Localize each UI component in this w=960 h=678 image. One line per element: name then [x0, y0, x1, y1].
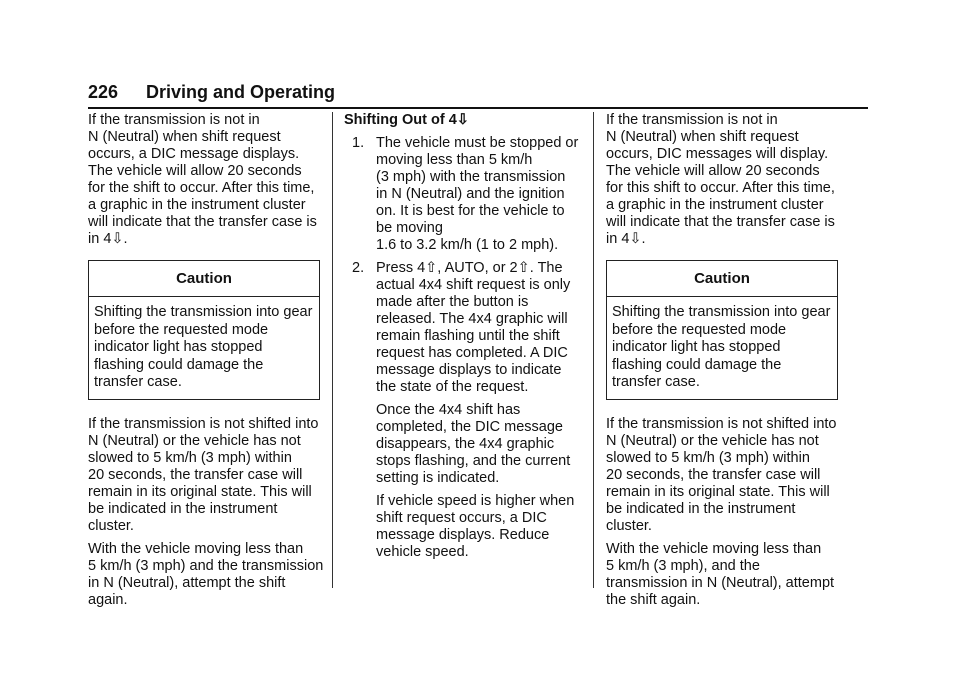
text-line: actual 4x4 shift request is only: [376, 277, 571, 293]
text-line: for this shift to occur. After this time,: [606, 180, 835, 196]
paragraph: [88, 112, 324, 248]
text-line: in N (Neutral), attempt the shift: [88, 574, 286, 591]
column-3: [606, 112, 842, 615]
text-line: The vehicle must be stopped or: [376, 135, 579, 151]
text-line: (3 mph) with the transmission: [376, 169, 566, 185]
text-line: indicator light has stopped: [94, 339, 263, 355]
text-line: the shift again.: [606, 591, 701, 608]
caution-text: [89, 297, 319, 399]
list-text: [376, 135, 584, 254]
text-line: If the transmission is not shifted into: [606, 415, 837, 432]
page-header: [88, 82, 868, 106]
paragraph: [606, 416, 842, 535]
text-line: flashing could damage the: [612, 356, 782, 373]
text-line: be moving: [376, 220, 443, 236]
text-line: transfer case.: [612, 374, 700, 390]
text-line: a graphic in the instrument cluster: [606, 197, 824, 213]
column-1: [88, 112, 324, 615]
list-item: [344, 260, 584, 396]
caution-title: Caution: [89, 261, 319, 297]
text-line: The vehicle will allow 20 seconds: [606, 163, 820, 179]
text-line: disappears, the 4x4 graphic: [376, 436, 555, 452]
caution-text: [607, 297, 837, 399]
text-line: Shifting the transmission into gear: [94, 304, 313, 320]
text-line: shift request occurs, a DIC: [376, 510, 547, 526]
column-divider: [593, 112, 594, 588]
text-line: slowed to 5 km/h (3 mph) within: [606, 449, 810, 466]
text-line: setting is indicated.: [376, 470, 500, 486]
text-line: be indicated in the instrument: [88, 500, 278, 517]
text-line: occurs, a DIC message displays.: [88, 146, 300, 162]
text-line: vehicle speed.: [376, 544, 469, 560]
text-line: N (Neutral) or the vehicle has not: [88, 432, 301, 449]
indented-paragraph: [344, 493, 584, 561]
caution-box: [88, 260, 320, 400]
text-line: slowed to 5 km/h (3 mph) within: [88, 449, 292, 466]
subsection-heading: Shifting Out of 4⇩: [344, 112, 469, 128]
text-line: N (Neutral) when shift request: [88, 129, 281, 145]
text-line: released. The 4x4 graphic will: [376, 311, 568, 327]
text-line: in 4⇩.: [88, 231, 128, 247]
text-line: be indicated in the instrument: [606, 500, 796, 517]
paragraph: [606, 541, 842, 609]
section-title: Driving and Operating: [146, 82, 336, 102]
text-line: before the requested mode: [612, 321, 787, 338]
text-line: 5 km/h (3 mph) and the transmission: [88, 557, 324, 574]
paragraph: [606, 112, 842, 248]
text-line: The vehicle will allow 20 seconds: [88, 163, 302, 179]
list-number: 2.: [352, 260, 365, 276]
text-line: cluster.: [606, 517, 652, 534]
text-line: With the vehicle moving less than: [88, 540, 304, 557]
text-line: the state of the request.: [376, 379, 529, 395]
text-line: If the transmission is not shifted into: [88, 415, 319, 432]
text-line: request has completed. A DIC: [376, 345, 568, 361]
text-line: a graphic in the instrument cluster: [88, 197, 306, 213]
indented-paragraph: [344, 402, 584, 487]
text-line: transfer case.: [94, 374, 182, 390]
text-line: If vehicle speed is higher when: [376, 493, 575, 509]
text-line: completed, the DIC message: [376, 419, 563, 435]
text-line: occurs, DIC messages will display.: [606, 146, 829, 162]
text-line: 1.6 to 3.2 km/h (1 to 2 mph).: [376, 237, 559, 253]
text-line: message displays. Reduce: [376, 527, 550, 543]
text-line: flashing could damage the: [94, 356, 264, 373]
text-line: transmission in N (Neutral), attempt: [606, 574, 835, 591]
caution-title: Caution: [607, 261, 837, 297]
header-rule: [88, 107, 868, 109]
text-line: If the transmission is not in: [88, 112, 260, 128]
list-number: 1.: [352, 135, 365, 151]
text-line: 20 seconds, the transfer case will: [606, 466, 821, 483]
text-line: indicator light has stopped: [612, 339, 781, 355]
column-2: [344, 112, 584, 567]
paragraph: [88, 541, 324, 609]
text-line: before the requested mode: [94, 321, 269, 338]
text-line: in 4⇩.: [606, 231, 646, 247]
text-line: remain in its original state. This will: [606, 483, 830, 500]
text-line: If the transmission is not in: [606, 112, 778, 128]
text-line: will indicate that the transfer case is: [88, 214, 317, 230]
text-line: Shifting the transmission into gear: [612, 304, 831, 320]
column-divider: [332, 112, 333, 588]
text-line: Once the 4x4 shift has: [376, 402, 521, 418]
text-line: message displays to indicate: [376, 362, 562, 378]
list-text: [376, 260, 584, 396]
text-line: on. It is best for the vehicle to: [376, 203, 565, 219]
page-number: 226: [88, 82, 119, 102]
list-item: [344, 135, 584, 254]
text-line: stops flashing, and the current: [376, 453, 571, 469]
text-line: N (Neutral) or the vehicle has not: [606, 432, 819, 449]
paragraph: [88, 416, 324, 535]
text-line: 5 km/h (3 mph), and the: [606, 557, 760, 574]
text-line: With the vehicle moving less than: [606, 540, 822, 557]
text-line: remain flashing until the shift: [376, 328, 560, 344]
text-line: cluster.: [88, 517, 134, 534]
text-line: N (Neutral) when shift request: [606, 129, 799, 145]
text-line: in N (Neutral) and the ignition: [376, 186, 565, 202]
text-line: moving less than 5 km/h: [376, 152, 533, 168]
text-line: for the shift to occur. After this time,: [88, 180, 315, 196]
text-line: 20 seconds, the transfer case will: [88, 466, 303, 483]
text-line: will indicate that the transfer case is: [606, 214, 835, 230]
caution-box: [606, 260, 838, 400]
text-line: Press 4⇧, AUTO, or 2⇧. The: [376, 260, 563, 276]
text-line: made after the button is: [376, 294, 529, 310]
text-line: remain in its original state. This will: [88, 483, 312, 500]
text-line: again.: [88, 591, 128, 608]
